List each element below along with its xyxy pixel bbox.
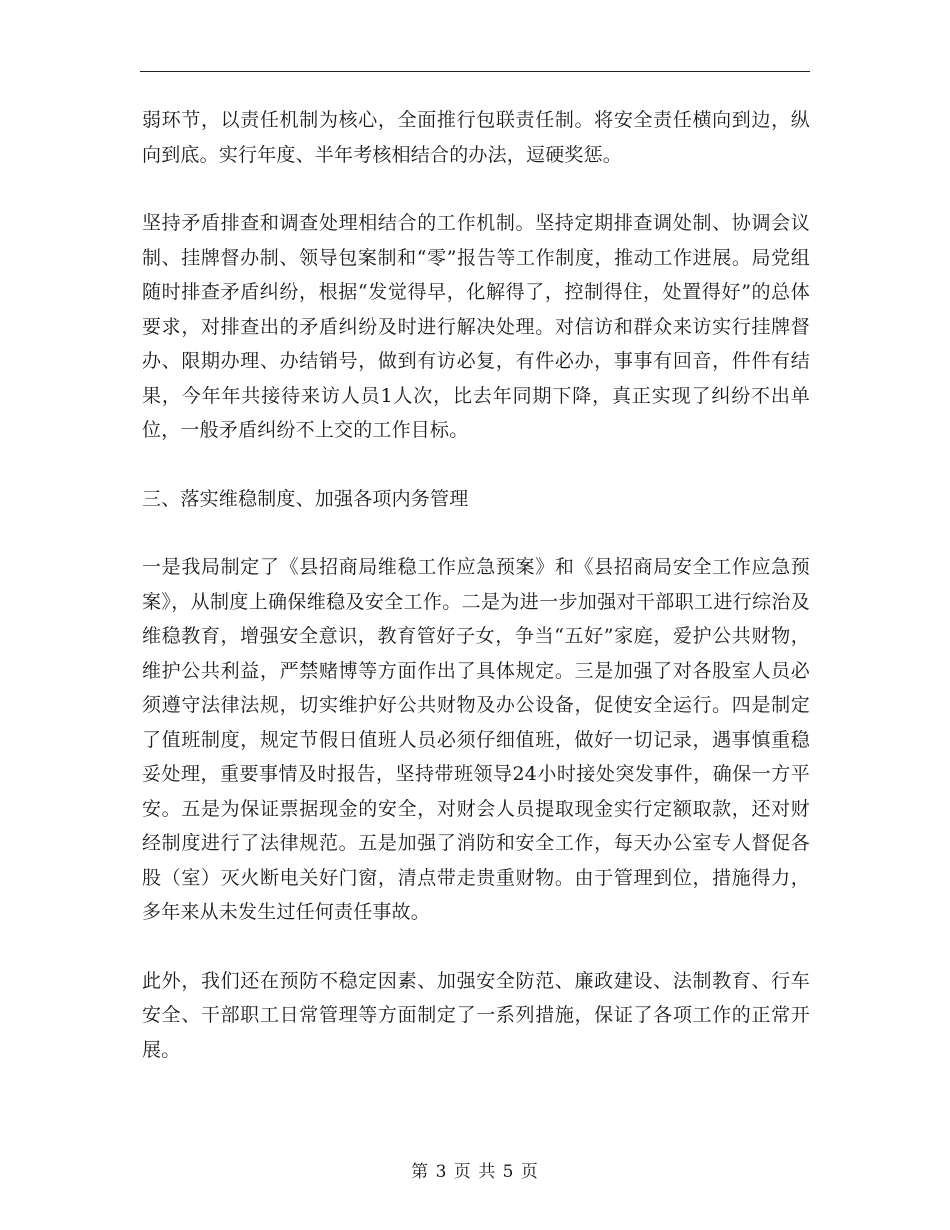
document-body (142, 103, 810, 1067)
header-rule (140, 71, 810, 72)
paragraph-responsibility-mechanism: 弱环节，以责任机制为核心，全面推行包联责任制。将安全责任横向到边，纵向到底。实行年度、半年考核相结合的办法，逗硬奖惩。 (142, 109, 810, 166)
paragraph-stability-measures: 一是我局制定了《县招商局维稳工作应急预案》和《县招商局安全工作应急预案》，从制度上确保维稳及安全工作。二是为进一步加强对干部职工进行综治及维稳教育，增强安全意识，教育管好子女，争当“五好”家庭，爱护公共财物，维护公共利益，严禁赌博等方面作出了具体规定。三是加强了对各股室人员必须遵守法律法规，切实维护好公共财物及办公设备，促使安全运行。四是制定了值班制度，规定节假日值班人员必须仔细值班，做好一切记录，遇事慎重稳妥处理，重要事情及时报告，坚持带班领导24小时接处突发事件，确保一方平安。五是为保证票据现金的安全，对财会人员提取现金实行定额取款，还对财经制度进行了法律规范。五是加强了消防和安全工作，每天办公室专人督促各股（室）灭火断电关好门窗，清点带走贵重财物。由于管理到位，措施得力，多年来从未发生过任何责任事故。 (142, 556, 810, 923)
section-heading-three: 三、落实维稳制度、加强各项内务管理 (142, 487, 469, 510)
paragraph-additional-measures: 此外，我们还在预防不稳定因素、加强安全防范、廉政建设、法制教育、行车安全、干部职工日常管理等方面制定了一系列措施，保证了各项工作的正常开展。 (142, 969, 810, 1061)
page-number-footer: 第 3 页 共 5 页 (411, 1162, 539, 1182)
paragraph-conflict-investigation: 坚持矛盾排查和调查处理相结合的工作机制。坚持定期排查调处制、协调会议制、挂牌督办制、领导包案制和“零”报告等工作制度，推动工作进展。局党组随时排查矛盾纠纷，根据“发觉得早，化解得了，控制得住，处置得好”的总体要求，对排查出的矛盾纠纷及时进行解决处理。对信访和群众来访实行挂牌督办、限期办理、办结销号，做到有访必复，有件必办，事事有回音，件件有结果，今年年共接待来访人员1人次，比去年同期下降，真正实现了纠纷不出单位，一般矛盾纠纷不上交的工作目标。 (142, 212, 810, 441)
